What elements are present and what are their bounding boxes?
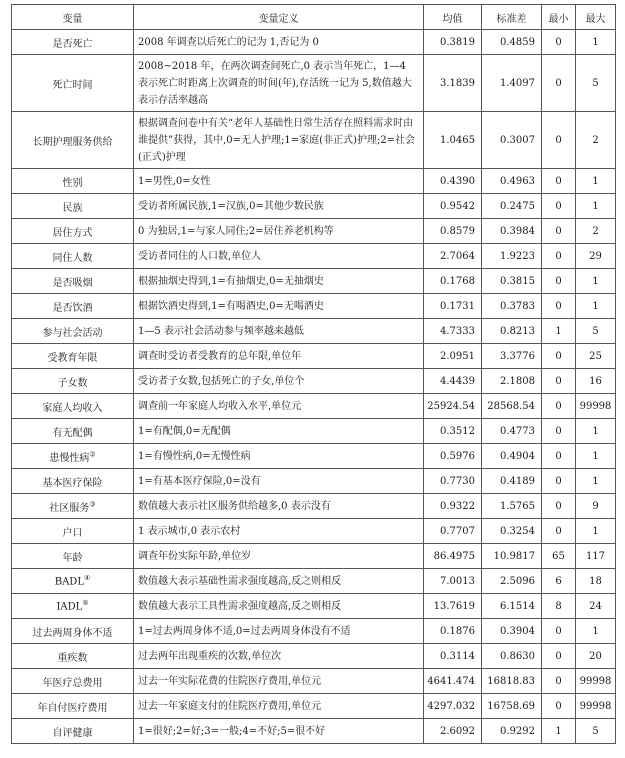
cell-mean: 4.7333 xyxy=(424,319,482,344)
cell-sd: 0.3815 xyxy=(482,269,542,294)
cell-definition: 受访者同住的人口数,单位人 xyxy=(134,244,424,269)
cell-min: 8 xyxy=(542,594,576,619)
cell-max: 5 xyxy=(576,719,616,744)
cell-variable-name xyxy=(12,394,134,419)
cell-max: 1 xyxy=(576,419,616,444)
cell-max: 5 xyxy=(576,55,616,112)
cell-variable-name xyxy=(12,169,134,194)
table-row xyxy=(12,112,616,169)
cell-max: 24 xyxy=(576,594,616,619)
table-row xyxy=(12,269,616,294)
cell-mean: 13.7619 xyxy=(424,594,482,619)
cell-mean: 0.8579 xyxy=(424,219,482,244)
cell-sd: 1.5765 xyxy=(482,494,542,519)
cell-max: 9 xyxy=(576,494,616,519)
cell-max: 99998 xyxy=(576,394,616,419)
table-row xyxy=(12,469,616,494)
cell-max: 5 xyxy=(576,319,616,344)
variable-name-text: 基本医疗保险 xyxy=(42,477,103,489)
table-row xyxy=(12,194,616,219)
table-row xyxy=(12,30,616,55)
variable-name-text: 自评健康 xyxy=(52,727,93,739)
cell-max: 1 xyxy=(576,469,616,494)
cell-min: 0 xyxy=(542,194,576,219)
cell-sd: 0.4904 xyxy=(482,444,542,469)
stats-table-container xyxy=(11,4,615,744)
cell-sd: 2.5096 xyxy=(482,569,542,594)
cell-max: 117 xyxy=(576,544,616,569)
cell-sd: 6.1514 xyxy=(482,594,542,619)
cell-sd: 0.2475 xyxy=(482,194,542,219)
cell-variable-name xyxy=(12,55,134,112)
header-variable: 变量 xyxy=(12,5,134,30)
table-row xyxy=(12,294,616,319)
cell-min: 0 xyxy=(542,619,576,644)
cell-variable-name xyxy=(12,344,134,369)
table-row xyxy=(12,219,616,244)
variable-name-text: 死亡时间 xyxy=(52,79,93,91)
cell-mean: 7.0013 xyxy=(424,569,482,594)
cell-definition: 根据饮酒史得到,1=有喝酒史,0=无喝酒史 xyxy=(134,294,424,319)
cell-definition: 根据抽烟史得到,1=有抽烟史,0=无抽烟史 xyxy=(134,269,424,294)
cell-mean: 0.3114 xyxy=(424,644,482,669)
cell-max: 1 xyxy=(576,619,616,644)
cell-mean: 2.7064 xyxy=(424,244,482,269)
variable-name-text: 重疾数 xyxy=(57,652,88,664)
variable-name-text: 社区服务 xyxy=(49,502,90,514)
cell-max: 1 xyxy=(576,269,616,294)
variable-name-text: 民族 xyxy=(62,202,83,214)
cell-min: 0 xyxy=(542,344,576,369)
variable-statistics-table xyxy=(11,4,616,744)
cell-variable-name xyxy=(12,419,134,444)
footnote-marker: ② xyxy=(89,450,96,459)
cell-min: 0 xyxy=(542,112,576,169)
cell-mean: 0.4390 xyxy=(424,169,482,194)
cell-mean: 1.0465 xyxy=(424,112,482,169)
cell-max: 1 xyxy=(576,519,616,544)
cell-mean: 2.0951 xyxy=(424,344,482,369)
header-max: 最大 xyxy=(576,5,616,30)
cell-sd: 3.3776 xyxy=(482,344,542,369)
cell-min: 0 xyxy=(542,694,576,719)
cell-mean: 2.6092 xyxy=(424,719,482,744)
cell-definition: 0 为独居,1=与家人同住;2=居住养老机构等 xyxy=(134,219,424,244)
cell-min: 0 xyxy=(542,469,576,494)
cell-definition: 1=有基本医疗保险,0=没有 xyxy=(134,469,424,494)
variable-name-text: 参与社会活动 xyxy=(42,327,103,339)
table-row xyxy=(12,594,616,619)
table-row xyxy=(12,644,616,669)
cell-min: 0 xyxy=(542,644,576,669)
table-row xyxy=(12,494,616,519)
header-sd: 标准差 xyxy=(482,5,542,30)
cell-max: 1 xyxy=(576,30,616,55)
variable-name-text: 是否死亡 xyxy=(52,38,93,50)
header-mean: 均值 xyxy=(424,5,482,30)
cell-variable-name xyxy=(12,569,134,594)
cell-variable-name xyxy=(12,469,134,494)
cell-sd: 16818.83 xyxy=(482,669,542,694)
cell-sd: 0.4963 xyxy=(482,169,542,194)
cell-mean: 0.9322 xyxy=(424,494,482,519)
variable-name-text: 是否吸烟 xyxy=(52,277,93,289)
cell-max: 29 xyxy=(576,244,616,269)
cell-definition: 1=很好;2=好;3=一般;4=不好;5=很不好 xyxy=(134,719,424,744)
table-row xyxy=(12,419,616,444)
table-row xyxy=(12,519,616,544)
header-min: 最小 xyxy=(542,5,576,30)
cell-sd: 0.3904 xyxy=(482,619,542,644)
table-row xyxy=(12,569,616,594)
table-row xyxy=(12,719,616,744)
cell-variable-name xyxy=(12,112,134,169)
variable-name-text: 过去两周身体不适 xyxy=(32,627,113,639)
cell-definition: 2008~2018 年，在两次调查间死亡,0 表示当年死亡，1—4 表示死亡时距离上次调查的时间(年),存活统一记为 5,数值越大表示存活率越高 xyxy=(134,55,424,112)
table-row xyxy=(12,619,616,644)
cell-definition: 1=过去两周身体不适,0=过去两周身体没有不适 xyxy=(134,619,424,644)
cell-definition: 过去一年家庭支付的住院医疗费用,单位元 xyxy=(134,694,424,719)
table-row xyxy=(12,669,616,694)
cell-definition: 数值越大表示社区服务供给越多,0 表示没有 xyxy=(134,494,424,519)
cell-min: 0 xyxy=(542,244,576,269)
table-row xyxy=(12,369,616,394)
cell-definition: 1—5 表示社会活动参与频率越来越低 xyxy=(134,319,424,344)
cell-definition: 调查前一年家庭人均收入水平,单位元 xyxy=(134,394,424,419)
cell-sd: 28568.54 xyxy=(482,394,542,419)
cell-definition: 2008 年调查以后死亡的记为 1,否记为 0 xyxy=(134,30,424,55)
cell-variable-name xyxy=(12,594,134,619)
cell-variable-name xyxy=(12,619,134,644)
cell-mean: 4297.032 xyxy=(424,694,482,719)
cell-sd: 1.9223 xyxy=(482,244,542,269)
table-header-row xyxy=(12,5,616,30)
footnote-marker: ④ xyxy=(83,574,91,583)
cell-max: 99998 xyxy=(576,669,616,694)
cell-mean: 0.9542 xyxy=(424,194,482,219)
table-row xyxy=(12,694,616,719)
cell-definition: 1=有慢性病,0=无慢性病 xyxy=(134,444,424,469)
cell-min: 0 xyxy=(542,494,576,519)
cell-variable-name xyxy=(12,194,134,219)
cell-definition: 1=有配偶,0=无配偶 xyxy=(134,419,424,444)
cell-variable-name xyxy=(12,219,134,244)
cell-sd: 0.3254 xyxy=(482,519,542,544)
variable-name-text: 年医疗总费用 xyxy=(42,677,103,689)
variable-name-text: 是否饮酒 xyxy=(52,302,93,314)
variable-name-text: 同住人数 xyxy=(52,252,93,264)
variable-name-text: 性别 xyxy=(62,177,83,189)
cell-mean: 0.7707 xyxy=(424,519,482,544)
cell-variable-name xyxy=(12,544,134,569)
cell-mean: 25924.54 xyxy=(424,394,482,419)
cell-variable-name xyxy=(12,30,134,55)
cell-variable-name xyxy=(12,694,134,719)
cell-mean: 0.1876 xyxy=(424,619,482,644)
cell-min: 1 xyxy=(542,319,576,344)
cell-variable-name xyxy=(12,719,134,744)
cell-sd: 0.4773 xyxy=(482,419,542,444)
cell-sd: 10.9817 xyxy=(482,544,542,569)
variable-name-text: 年自付医疗费用 xyxy=(37,702,108,714)
cell-min: 0 xyxy=(542,669,576,694)
cell-min: 0 xyxy=(542,219,576,244)
cell-sd: 16758.69 xyxy=(482,694,542,719)
cell-mean: 3.1839 xyxy=(424,55,482,112)
cell-definition: 数值越大表示基础性需求强度越高,反之则相反 xyxy=(134,569,424,594)
cell-variable-name xyxy=(12,494,134,519)
variable-name-text: 长期护理服务供给 xyxy=(32,136,113,148)
cell-mean: 0.7730 xyxy=(424,469,482,494)
cell-max: 18 xyxy=(576,569,616,594)
cell-max: 1 xyxy=(576,169,616,194)
cell-min: 0 xyxy=(542,419,576,444)
table-row xyxy=(12,169,616,194)
variable-name-text: 居住方式 xyxy=(52,227,93,239)
cell-definition: 过去一年实际花费的住院医疗费用,单位元 xyxy=(134,669,424,694)
cell-max: 2 xyxy=(576,219,616,244)
table-row xyxy=(12,394,616,419)
cell-mean: 4641.474 xyxy=(424,669,482,694)
table-row xyxy=(12,544,616,569)
cell-sd: 0.3984 xyxy=(482,219,542,244)
cell-variable-name xyxy=(12,444,134,469)
cell-max: 99998 xyxy=(576,694,616,719)
cell-mean: 0.1768 xyxy=(424,269,482,294)
variable-name-text: 户口 xyxy=(62,527,83,539)
variable-name-text: IADL xyxy=(56,601,83,613)
cell-definition: 数值越大表示工具性需求强度越高,反之则相反 xyxy=(134,594,424,619)
cell-sd: 0.3783 xyxy=(482,294,542,319)
footnote-marker: ③ xyxy=(89,500,96,509)
footnote-marker: ⑤ xyxy=(82,599,89,608)
cell-sd: 0.9292 xyxy=(482,719,542,744)
table-row xyxy=(12,344,616,369)
cell-min: 6 xyxy=(542,569,576,594)
cell-max: 1 xyxy=(576,194,616,219)
variable-name-text: 子女数 xyxy=(57,377,88,389)
cell-definition: 1 表示城市,0 表示农村 xyxy=(134,519,424,544)
cell-variable-name xyxy=(12,669,134,694)
cell-max: 25 xyxy=(576,344,616,369)
cell-variable-name xyxy=(12,294,134,319)
variable-name-text: 家庭人均收入 xyxy=(42,402,103,414)
cell-variable-name xyxy=(12,244,134,269)
cell-definition: 调查时受访者受教育的总年限,单位年 xyxy=(134,344,424,369)
cell-max: 1 xyxy=(576,294,616,319)
table-row xyxy=(12,55,616,112)
cell-min: 0 xyxy=(542,30,576,55)
table-row xyxy=(12,444,616,469)
cell-definition: 1=男性,0=女性 xyxy=(134,169,424,194)
cell-mean: 0.3819 xyxy=(424,30,482,55)
cell-sd: 0.8213 xyxy=(482,319,542,344)
cell-definition: 根据调查问卷中有关“老年人基础性日常生活存在照料需求时由谁提供”获得，其中,0=无人护理;1=家庭(非正式)护理;2=社会(正式)护理 xyxy=(134,112,424,169)
cell-sd: 0.4189 xyxy=(482,469,542,494)
cell-min: 0 xyxy=(542,369,576,394)
cell-mean: 0.3512 xyxy=(424,419,482,444)
table-row xyxy=(12,244,616,269)
variable-name-text: 有无配偶 xyxy=(52,427,93,439)
cell-max: 16 xyxy=(576,369,616,394)
cell-definition: 受访者子女数,包括死亡的子女,单位个 xyxy=(134,369,424,394)
cell-sd: 0.4859 xyxy=(482,30,542,55)
cell-variable-name xyxy=(12,369,134,394)
cell-min: 0 xyxy=(542,394,576,419)
table-row xyxy=(12,319,616,344)
cell-definition: 调查年份实际年龄,单位岁 xyxy=(134,544,424,569)
variable-name-text: 年龄 xyxy=(62,552,83,564)
cell-min: 0 xyxy=(542,444,576,469)
cell-definition: 过去两年出现重疾的次数,单位次 xyxy=(134,644,424,669)
cell-min: 0 xyxy=(542,55,576,112)
cell-min: 65 xyxy=(542,544,576,569)
cell-min: 0 xyxy=(542,269,576,294)
cell-min: 1 xyxy=(542,719,576,744)
cell-min: 0 xyxy=(542,294,576,319)
header-definition: 变量定义 xyxy=(134,5,424,30)
variable-name-text: 患慢性病 xyxy=(49,452,90,464)
variable-name-text: 受教育年限 xyxy=(47,352,98,364)
cell-mean: 86.4975 xyxy=(424,544,482,569)
cell-max: 2 xyxy=(576,112,616,169)
cell-sd: 2.1808 xyxy=(482,369,542,394)
cell-variable-name xyxy=(12,269,134,294)
cell-min: 0 xyxy=(542,519,576,544)
cell-sd: 0.3007 xyxy=(482,112,542,169)
cell-variable-name xyxy=(12,644,134,669)
cell-definition: 受访者所属民族,1=汉族,0=其他少数民族 xyxy=(134,194,424,219)
cell-sd: 0.8630 xyxy=(482,644,542,669)
cell-max: 20 xyxy=(576,644,616,669)
variable-name-text: BADL xyxy=(54,576,84,588)
cell-max: 1 xyxy=(576,444,616,469)
cell-mean: 0.5976 xyxy=(424,444,482,469)
cell-mean: 4.4439 xyxy=(424,369,482,394)
cell-mean: 0.1731 xyxy=(424,294,482,319)
cell-variable-name xyxy=(12,319,134,344)
cell-variable-name xyxy=(12,519,134,544)
cell-min: 0 xyxy=(542,169,576,194)
cell-sd: 1.4097 xyxy=(482,55,542,112)
